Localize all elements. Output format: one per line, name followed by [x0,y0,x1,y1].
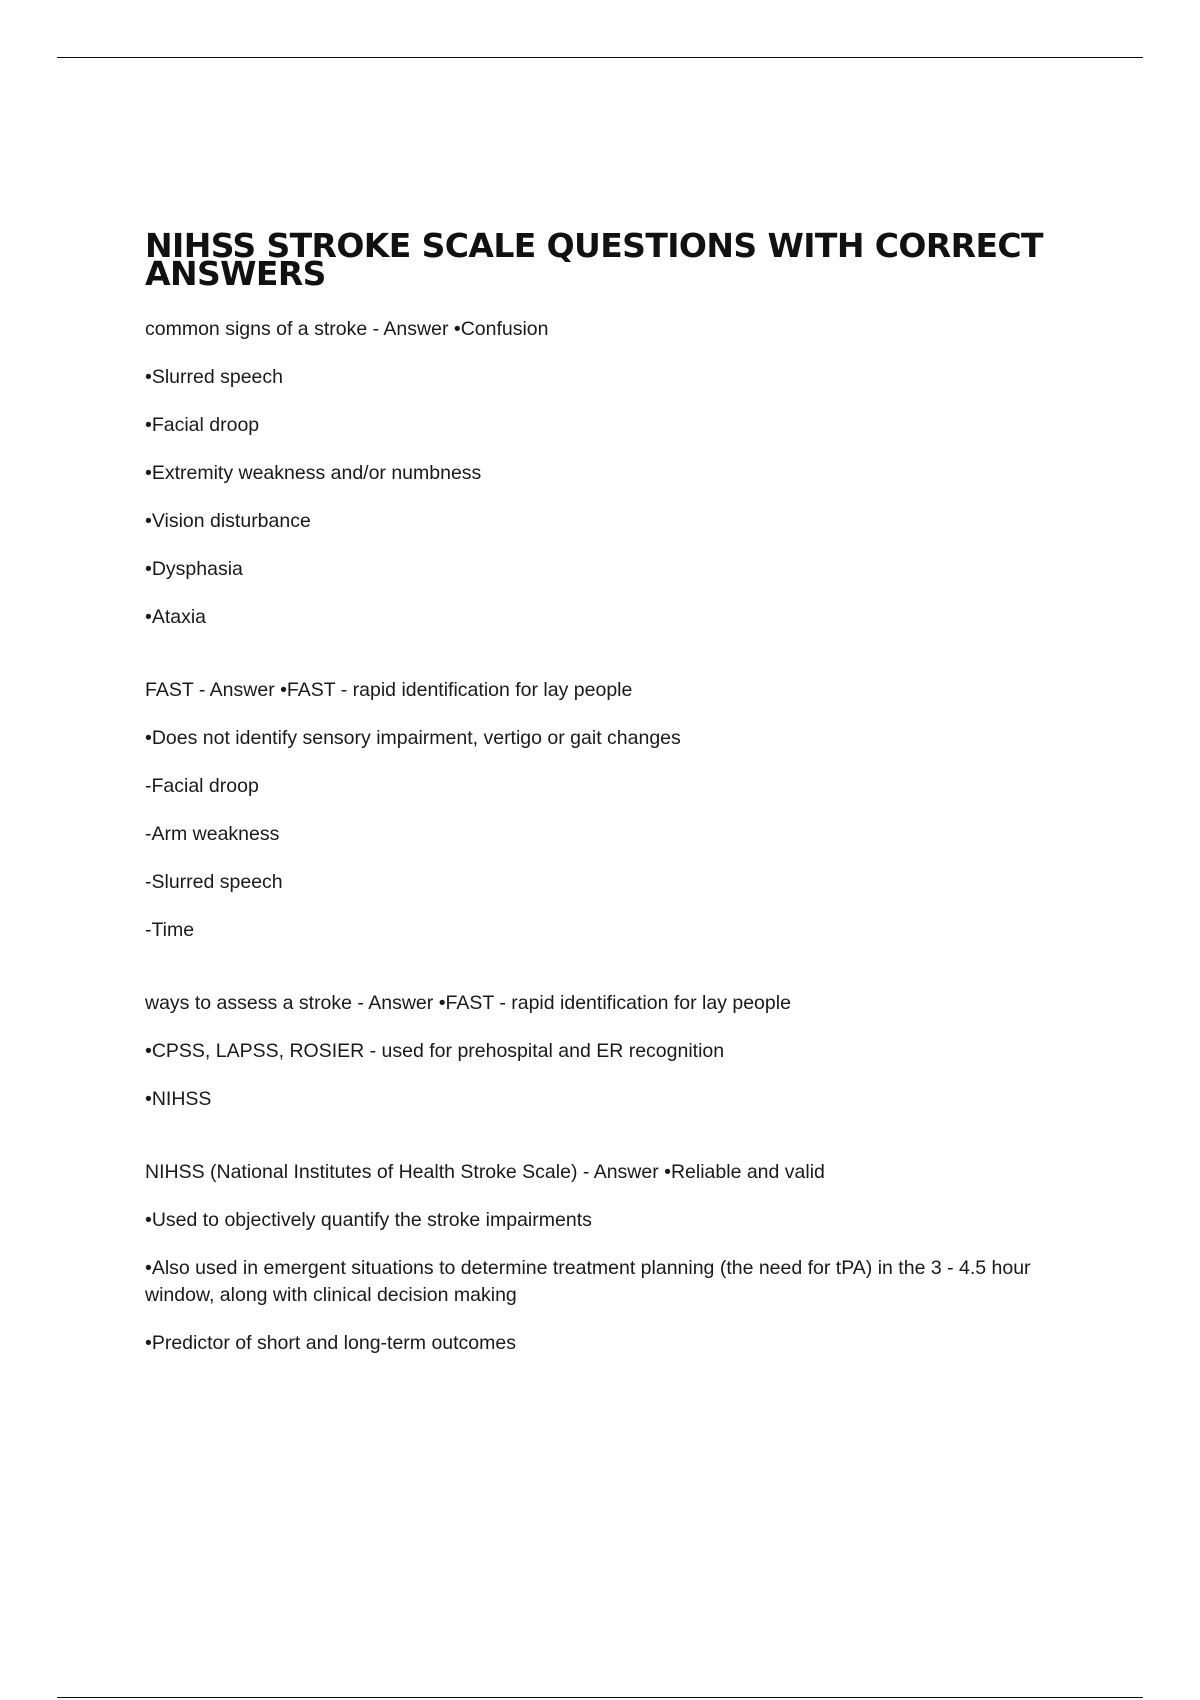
qa-line: •Facial droop [145,414,260,436]
top-divider [57,57,1143,58]
qa-line: FAST - Answer •FAST - rapid identification for lay people [145,679,633,701]
qa-line: -Facial droop [145,775,259,797]
page-title-line: ANSWERS [145,254,326,293]
qa-line: -Slurred speech [145,871,283,893]
qa-section-nihss [145,1159,1105,1357]
page-title [145,226,1105,293]
page-title-line: NIHSS STROKE SCALE QUESTIONS WITH CORRECT [145,226,1043,265]
qa-line: •NIHSS [145,1088,212,1110]
qa-line: •Extremity weakness and/or numbness [145,462,482,484]
qa-section-ways-to-assess [145,990,1105,1113]
qa-line: -Time [145,919,195,941]
qa-line: •Does not identify sensory impairment, vertigo or gait changes [145,727,681,749]
qa-line: -Arm weakness [145,823,280,845]
qa-line: •Used to objectively quantify the stroke impairments [145,1209,592,1231]
qa-line: •CPSS, LAPSS, ROSIER - used for prehospital and ER recognition [145,1040,725,1062]
document-body [145,226,1105,1357]
qa-line: NIHSS (National Institutes of Health Stroke Scale) - Answer •Reliable and valid [145,1161,825,1183]
qa-line: common signs of a stroke - Answer •Confusion [145,318,549,340]
qa-line: •Vision disturbance [145,510,311,532]
qa-line: ways to assess a stroke - Answer •FAST - rapid identification for lay people [145,992,791,1014]
qa-section-common-signs [145,316,1105,631]
qa-line: •Ataxia [145,606,207,628]
qa-section-fast [145,677,1105,944]
qa-line: •Predictor of short and long-term outcomes [145,1332,516,1354]
qa-line: •Also used in emergent situations to determine treatment planning (the need for tPA) in the 3 - 4.5 hour window, along with clinical decision making [145,1257,1031,1306]
qa-line: •Dysphasia [145,558,243,580]
bottom-divider [57,1697,1143,1698]
qa-line: •Slurred speech [145,366,283,388]
